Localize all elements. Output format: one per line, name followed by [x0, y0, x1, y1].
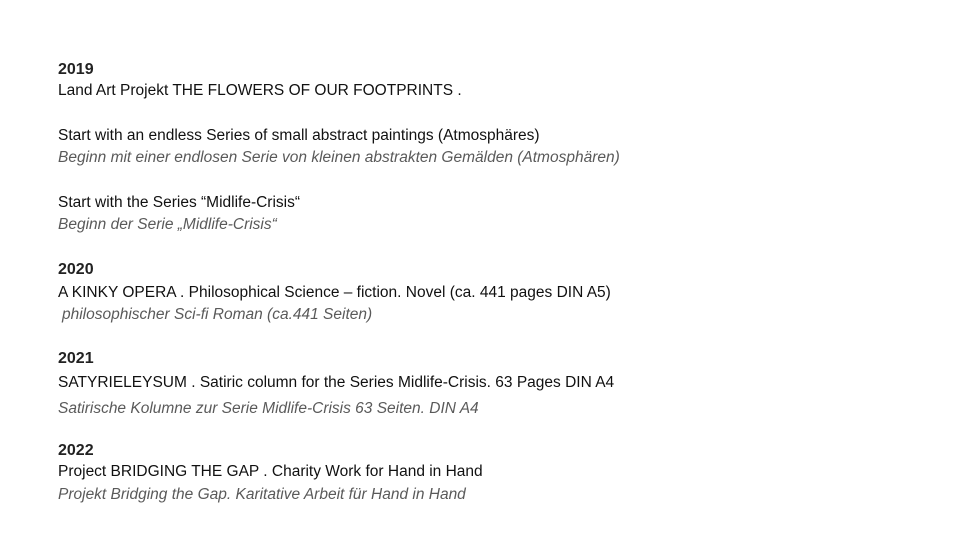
year-heading-2020: 2020 [58, 261, 94, 278]
entry-text-de: Projekt Bridging the Gap. Karitative Arbeit für Hand in Hand [58, 486, 466, 503]
entry-text-en: Land Art Projekt THE FLOWERS OF OUR FOOTPRINTS . [58, 82, 462, 99]
year-heading-2022: 2022 [58, 442, 94, 459]
entry-text-de: Beginn der Serie „Midlife-Crisis“ [58, 216, 277, 233]
entry-text-en: Project BRIDGING THE GAP . Charity Work for Hand in Hand [58, 463, 483, 480]
entry-text-de: philosophischer Sci-fi Roman (ca.441 Seiten) [62, 306, 373, 323]
entry-text-de: Beginn mit einer endlosen Serie von kleinen abstrakten Gemälden (Atmosphären) [58, 149, 620, 166]
entry-text-en: SATYRIELEYSUM . Satiric column for the Series Midlife-Crisis. 63 Pages DIN A4 [58, 374, 615, 391]
year-heading-2021: 2021 [58, 350, 94, 367]
entry-text-en: Start with an endless Series of small abstract paintings (Atmosphäres) [58, 127, 540, 144]
entry-text-en: Start with the Series “Midlife-Crisis“ [58, 194, 301, 211]
entry-text-de: Satirische Kolumne zur Serie Midlife-Crisis 63 Seiten. DIN A4 [58, 400, 479, 417]
entry-text-en: A KINKY OPERA . Philosophical Science – fiction. Novel (ca. 441 pages DIN A5) [58, 284, 611, 301]
year-heading-2019: 2019 [58, 61, 94, 78]
